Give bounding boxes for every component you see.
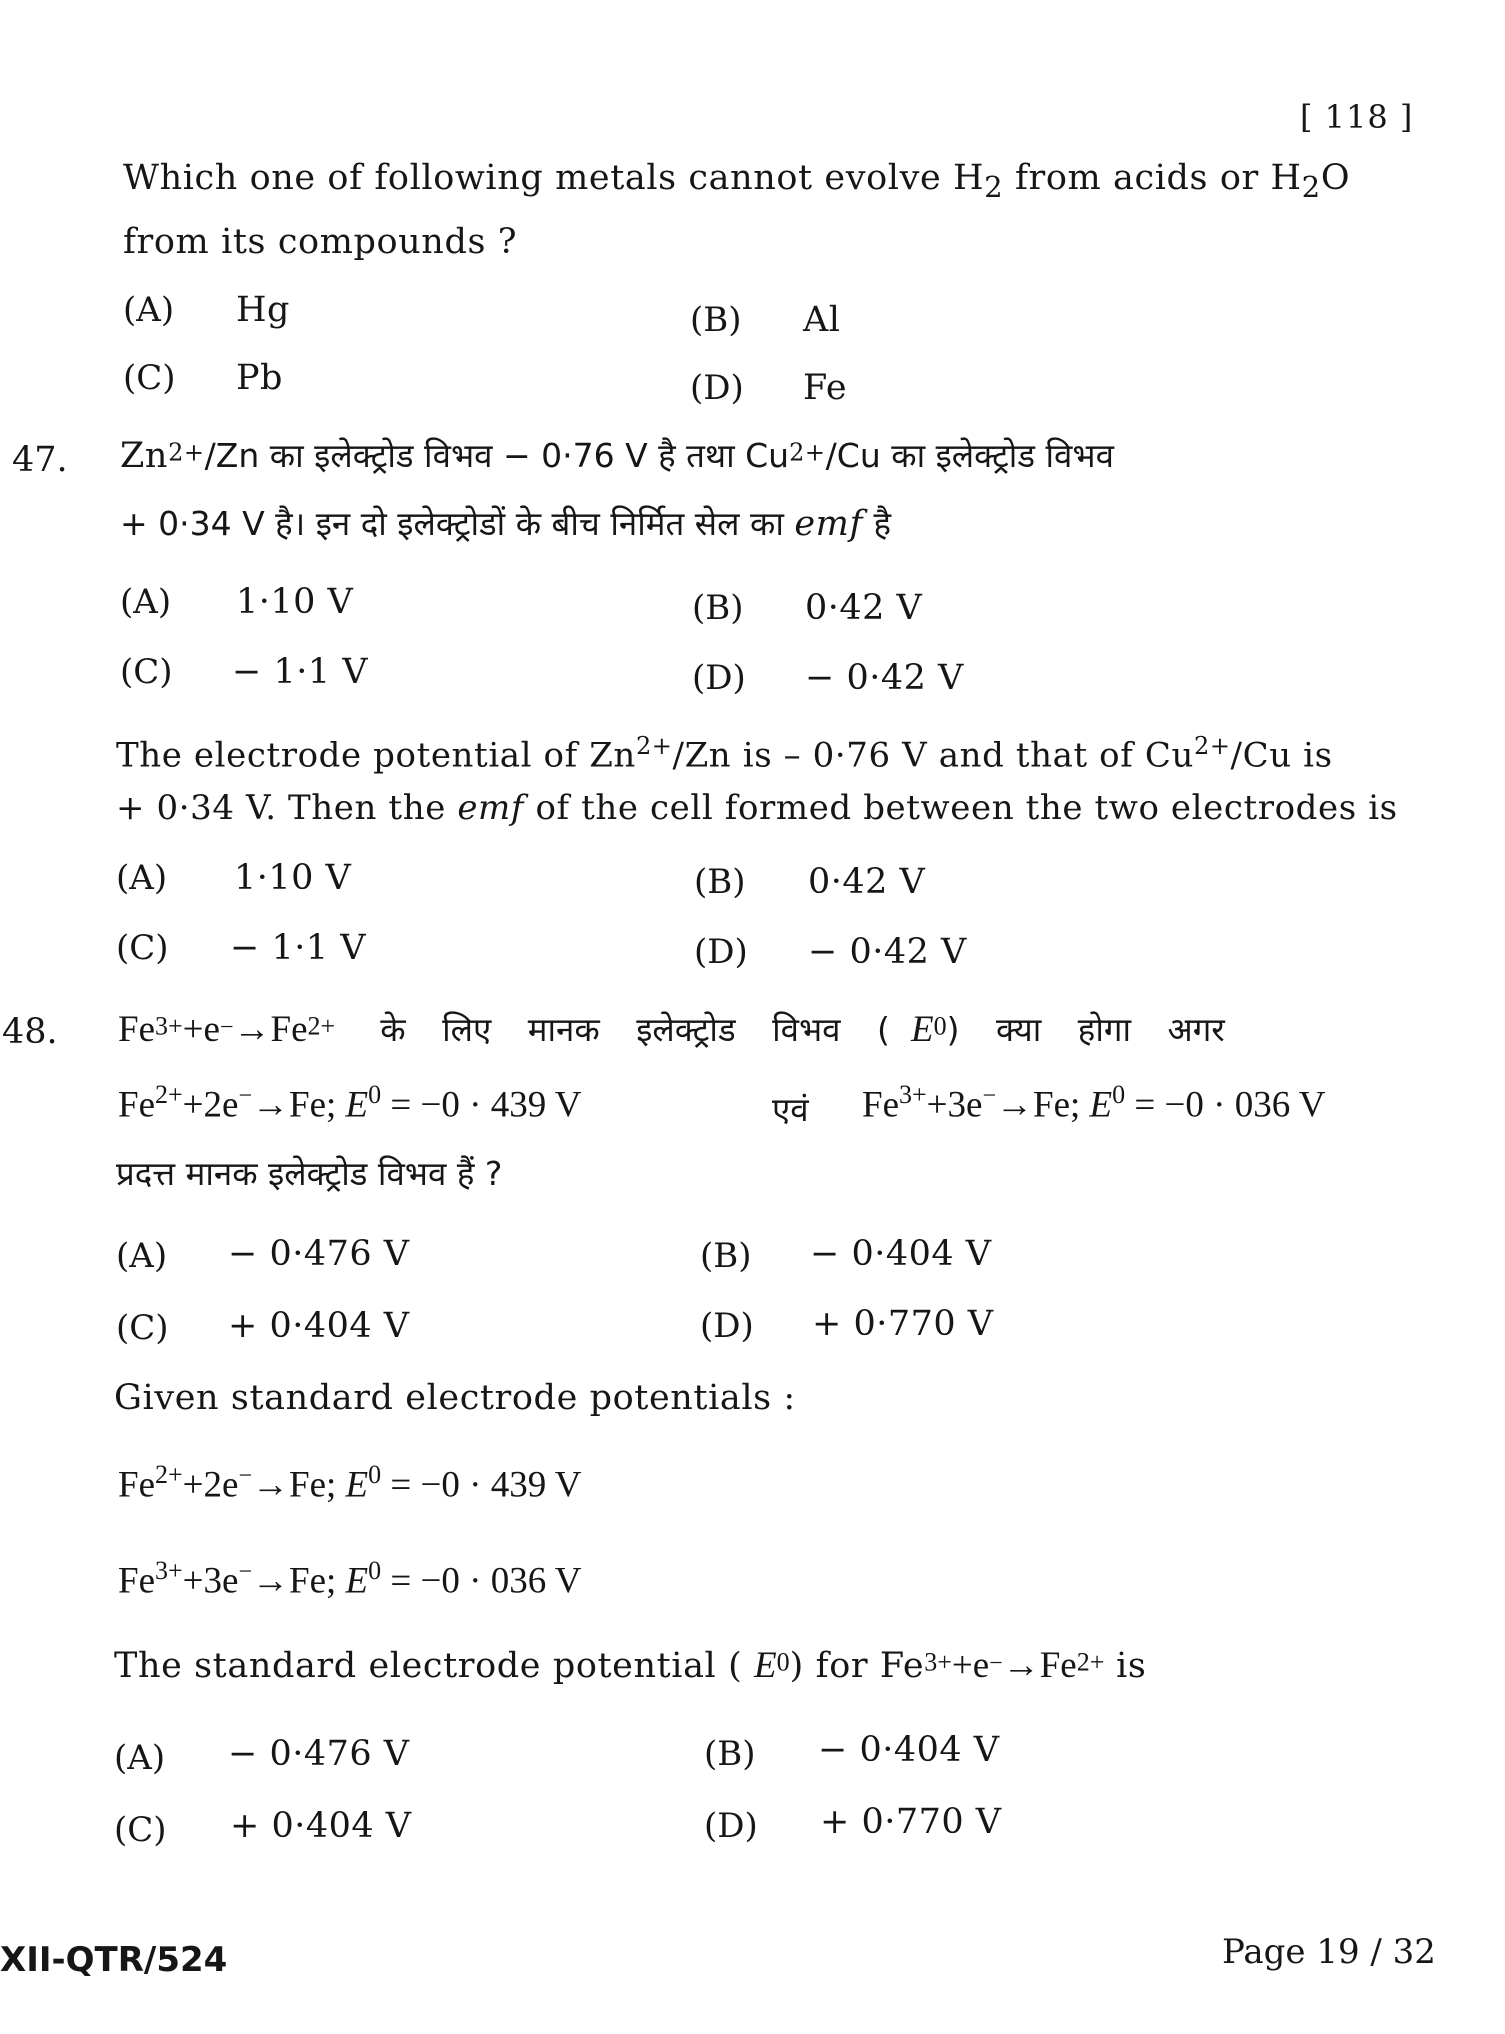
q47-en-option-b-value: 0·42 V xyxy=(808,862,926,902)
q48-en-option-a-label: (A) xyxy=(114,1738,166,1778)
q46-option-a-label: (A) xyxy=(123,290,175,330)
q48-english-question: The standard electrode potential ( $E^0$) for $Fe^{3+}+e^-\to Fe^{2+}$ is xyxy=(114,1645,1147,1686)
q46-option-c-label: (C) xyxy=(123,358,176,398)
q48-hi-equation-2: $Fe^{3+}+3e^-\to Fe$; $E^0 = -0 \cdot 036$ V xyxy=(862,1080,1326,1126)
q48-en-option-a-value: − 0·476 V xyxy=(228,1734,410,1774)
q48-en-option-c-value: + 0·404 V xyxy=(230,1806,412,1846)
q48-hi-and: एवं xyxy=(772,1090,809,1129)
q48-hindi-line1: $Fe^{3+}+e^-\to Fe^{2+}$ के लिए मानक इलेक्ट्रोड विभव ( $E^0$) क्या होगा अगर xyxy=(118,1009,1225,1050)
q47-hi-option-a-value: 1·10 V xyxy=(236,582,354,622)
q48-en-option-c-label: (C) xyxy=(114,1810,167,1850)
q46-option-d-value: Fe xyxy=(803,368,848,408)
q47-hi-option-d-label: (D) xyxy=(692,658,746,698)
q47-en-option-a-label: (A) xyxy=(116,858,168,898)
q47-en-option-c-label: (C) xyxy=(116,928,169,968)
q48-hi-option-d-label: (D) xyxy=(700,1306,754,1346)
q48-hi-option-c-value: + 0·404 V xyxy=(228,1306,410,1346)
q46-option-b-label: (B) xyxy=(690,300,742,340)
q48-hi-option-a-label: (A) xyxy=(116,1236,168,1276)
q48-hi-option-b-value: − 0·404 V xyxy=(810,1234,992,1274)
q47-en-option-d-label: (D) xyxy=(694,932,748,972)
q47-hindi-line1: $Zn^{2+}/Zn$ का इलेक्ट्रोड विभव − 0·76 V है तथा $Cu^{2+}/Cu$ का इलेक्ट्रोड विभव xyxy=(120,436,1114,476)
q48-hi-option-d-value: + 0·770 V xyxy=(812,1304,994,1344)
paper-code: XII-QTR/524 xyxy=(0,1940,228,1980)
q47-hi-option-c-label: (C) xyxy=(120,652,173,692)
q48-en-option-b-label: (B) xyxy=(704,1734,756,1774)
q46-option-a-value: Hg xyxy=(236,290,290,330)
q48-hi-option-c-label: (C) xyxy=(116,1308,169,1348)
q48-hi-option-a-value: − 0·476 V xyxy=(228,1234,410,1274)
q48-hi-option-b-label: (B) xyxy=(700,1236,752,1276)
q46-option-d-label: (D) xyxy=(690,368,744,408)
q47-hi-option-c-value: − 1·1 V xyxy=(232,652,369,692)
page-marker: [ 118 ] xyxy=(1300,98,1414,136)
q47-hi-option-b-value: 0·42 V xyxy=(805,588,923,628)
q47-hi-option-b-label: (B) xyxy=(692,588,744,628)
q47-en-option-d-value: − 0·42 V xyxy=(808,932,967,972)
q48-english-given: Given standard electrode potentials : xyxy=(114,1378,796,1418)
q48-en-option-d-value: + 0·770 V xyxy=(820,1802,1002,1842)
q47-hi-option-a-label: (A) xyxy=(120,582,172,622)
q48-number: 48. xyxy=(2,1012,58,1052)
q48-en-equation-1: $Fe^{2+}+2e^-\to Fe$; $E^0 = -0 \cdot 439$ V xyxy=(118,1460,582,1506)
q47-en-option-a-value: 1·10 V xyxy=(234,858,352,898)
q47-hi-option-d-value: − 0·42 V xyxy=(805,658,964,698)
q46-option-c-value: Pb xyxy=(236,358,283,398)
q47-number: 47. xyxy=(12,440,68,480)
q47-en-option-b-label: (B) xyxy=(694,862,746,902)
q48-en-equation-2: $Fe^{3+}+3e^-\to Fe$; $E^0 = -0 \cdot 036$ V xyxy=(118,1556,582,1602)
page-number: Page 19 / 32 xyxy=(1222,1932,1436,1972)
q47-hindi-line2: + 0·34 V है। इन दो इलेक्ट्रोडों के बीच निर्मित सेल का emf है xyxy=(120,504,892,544)
q48-en-option-d-label: (D) xyxy=(704,1806,758,1846)
q48-hi-equation-1: $Fe^{2+}+2e^-\to Fe$; $E^0 = -0 \cdot 439$ V xyxy=(118,1080,582,1126)
q46-line2: from its compounds ? xyxy=(123,222,518,262)
q48-hindi-line3: प्रदत्त मानक इलेक्ट्रोड विभव हैं ? xyxy=(116,1154,503,1193)
q46-option-b-value: Al xyxy=(803,300,841,340)
q47-english-line1: The electrode potential of $Zn^{2+}/Zn$ is – 0·76 V and that of $Cu^{2+}/Cu$ is xyxy=(116,732,1333,776)
q47-english-line2: + 0·34 V. Then the emf of the cell formed between the two electrodes is xyxy=(116,788,1398,828)
q47-en-option-c-value: − 1·1 V xyxy=(230,928,367,968)
q46-line1: Which one of following metals cannot evolve $H_2$ from acids or $H_2O$ xyxy=(123,158,1351,204)
q48-en-option-b-value: − 0·404 V xyxy=(818,1730,1000,1770)
